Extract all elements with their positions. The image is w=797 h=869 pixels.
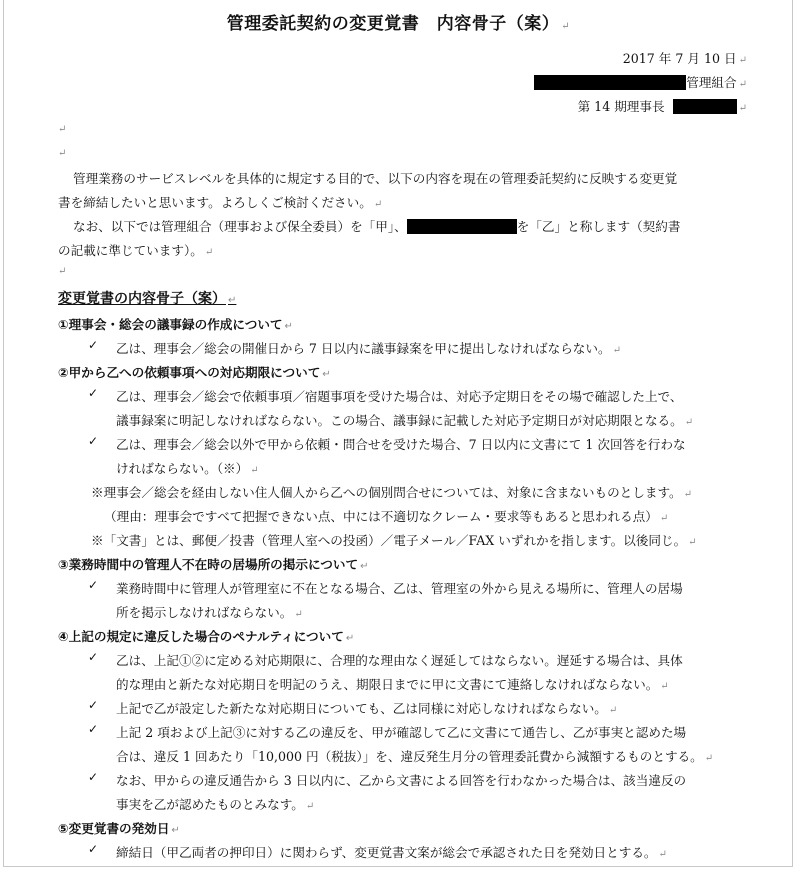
paragraph-mark-icon: ↵ bbox=[58, 124, 67, 135]
check-icon: ✓ bbox=[88, 770, 99, 784]
s4-item-1-line-1: 乙は、上記①②に定める対応期限に、合理的な理由なく遅延してはならない。遅延する場合は、具体 bbox=[116, 653, 683, 668]
s2-note-1: ※理事会／総会を経由しない住人個人から乙への個別問合せについては、対象に含まないものとします。 ↵ bbox=[91, 485, 693, 500]
s4-item-2: 上記で乙が設定した新たな対応期日についても、乙は同様に対応しなければならない。 ↵ bbox=[116, 701, 618, 716]
document-date: 2017 年 7 月 10 日 ↵ bbox=[622, 51, 747, 66]
document-title: 管理委託契約の変更覚書 内容骨子（案） ↵ bbox=[226, 14, 571, 34]
s4-item-3-line-1: 上記 2 項および上記③に対する乙の違反を、甲が確認して乙に文書にて通告し、乙が事実と認めた場 bbox=[116, 725, 687, 740]
check-icon: ✓ bbox=[88, 722, 99, 736]
s4-item-4-line-2: 事実を乙が認めたものとみなす。 ↵ bbox=[116, 797, 315, 812]
section-2-heading: ②甲から乙への依頼事項への対応期限について ↵ bbox=[58, 365, 331, 380]
intro-line-2: 書を締結したいと思います。よろしくご検討ください。 ↵ bbox=[58, 195, 383, 210]
s2-item-2-line-1: 乙は、理事会／総会以外で甲から依頼・問合せを受けた場合、7 日以内に文書にて 1 次回答を行わな bbox=[116, 437, 686, 452]
organization-line: 管理組合 ↵ bbox=[534, 72, 747, 91]
check-icon: ✓ bbox=[88, 842, 99, 856]
s4-item-4-line-1: なお、甲からの違反通告から 3 日以内に、乙から文書による回答を行わなかった場合は、該当違反の bbox=[116, 773, 687, 788]
s4-item-1-line-2: 的な理由と新たな対応期日を明記のうえ、期限日までに甲に文書にて連絡しなければならない。 ↵ bbox=[116, 677, 669, 692]
check-icon: ✓ bbox=[88, 434, 99, 448]
s3-item-1-line-1: 業務時間中に管理人が管理室に不在となる場合、乙は、管理室の外から見える場所に、管理人の居場 bbox=[116, 581, 683, 596]
check-icon: ✓ bbox=[88, 386, 99, 400]
check-icon: ✓ bbox=[88, 698, 99, 712]
s4-item-3-line-2: 合は、違反 1 回あたり「10,000 円（税抜）」を、違反発生月分の管理委託費から減額するものとする。 ↵ bbox=[116, 749, 714, 764]
s3-item-1-line-2: 所を掲示しなければならない。 ↵ bbox=[116, 605, 303, 620]
s2-note-3: ※「文書」とは、郵便／投書（管理人室への投函）／電子メール／FAX いずれかを指します。以後同じ。 ↵ bbox=[91, 533, 697, 548]
redacted-org-name bbox=[534, 75, 686, 90]
redacted-company-name bbox=[407, 219, 517, 234]
intro-line-3: なお、以下では管理組合（理事および保全委員）を「甲」、 を「乙」と称します（契約書 bbox=[73, 219, 681, 234]
paragraph-mark-icon: ↵ bbox=[58, 148, 67, 159]
s1-item-1: 乙は、理事会／総会の開催日から 7 日以内に議事録案を甲に提出しなければならない。 ↵ bbox=[116, 341, 621, 356]
section-5-heading: ⑤変更覚書の発効日 ↵ bbox=[58, 821, 180, 836]
s2-item-1-line-2: 議事録案に明記しなければならない。この場合、議事録に記載した対応予定期日が対応期限となる。 ↵ bbox=[116, 413, 694, 428]
s2-item-1-line-1: 乙は、理事会／総会で依頼事項／宿題事項を受けた場合は、対応予定期日をその場で確認した上で、 bbox=[116, 389, 683, 404]
section-4-heading: ④上記の規定に違反した場合のペナルティについて ↵ bbox=[58, 629, 355, 644]
intro-line-4: の記載に準じています）。 ↵ bbox=[58, 243, 214, 258]
s2-item-2-line-2: ければならない。（※） ↵ bbox=[116, 461, 259, 476]
redacted-chair-name bbox=[673, 99, 737, 114]
section-1-heading: ①理事会・総会の議事録の作成について ↵ bbox=[58, 317, 293, 332]
section-3-heading: ③業務時間中の管理人不在時の居場所の掲示について ↵ bbox=[58, 557, 369, 572]
intro-line-1: 管理業務のサービスレベルを具体的に規定する目的で、以下の内容を現在の管理委託契約に反映する変更覚 bbox=[73, 171, 678, 186]
check-icon: ✓ bbox=[88, 578, 99, 592]
section-heading: 変更覚書の内容骨子（案） ↵ bbox=[58, 291, 237, 307]
check-icon: ✓ bbox=[88, 338, 99, 352]
s2-note-2: （理由：理事会ですべて把握できない点、中には不適切なクレーム・要求等もあると思われる点） ↵ bbox=[104, 509, 669, 524]
chair-line: 第 14 期理事長 ↵ bbox=[577, 99, 747, 114]
paragraph-mark-icon: ↵ bbox=[58, 266, 67, 277]
s5-item-1: 締結日（甲乙両者の押印日）に関わらず、変更覚書文案が総会で承認された日を発効日とする。 ↵ bbox=[116, 845, 667, 860]
check-icon: ✓ bbox=[88, 650, 99, 664]
